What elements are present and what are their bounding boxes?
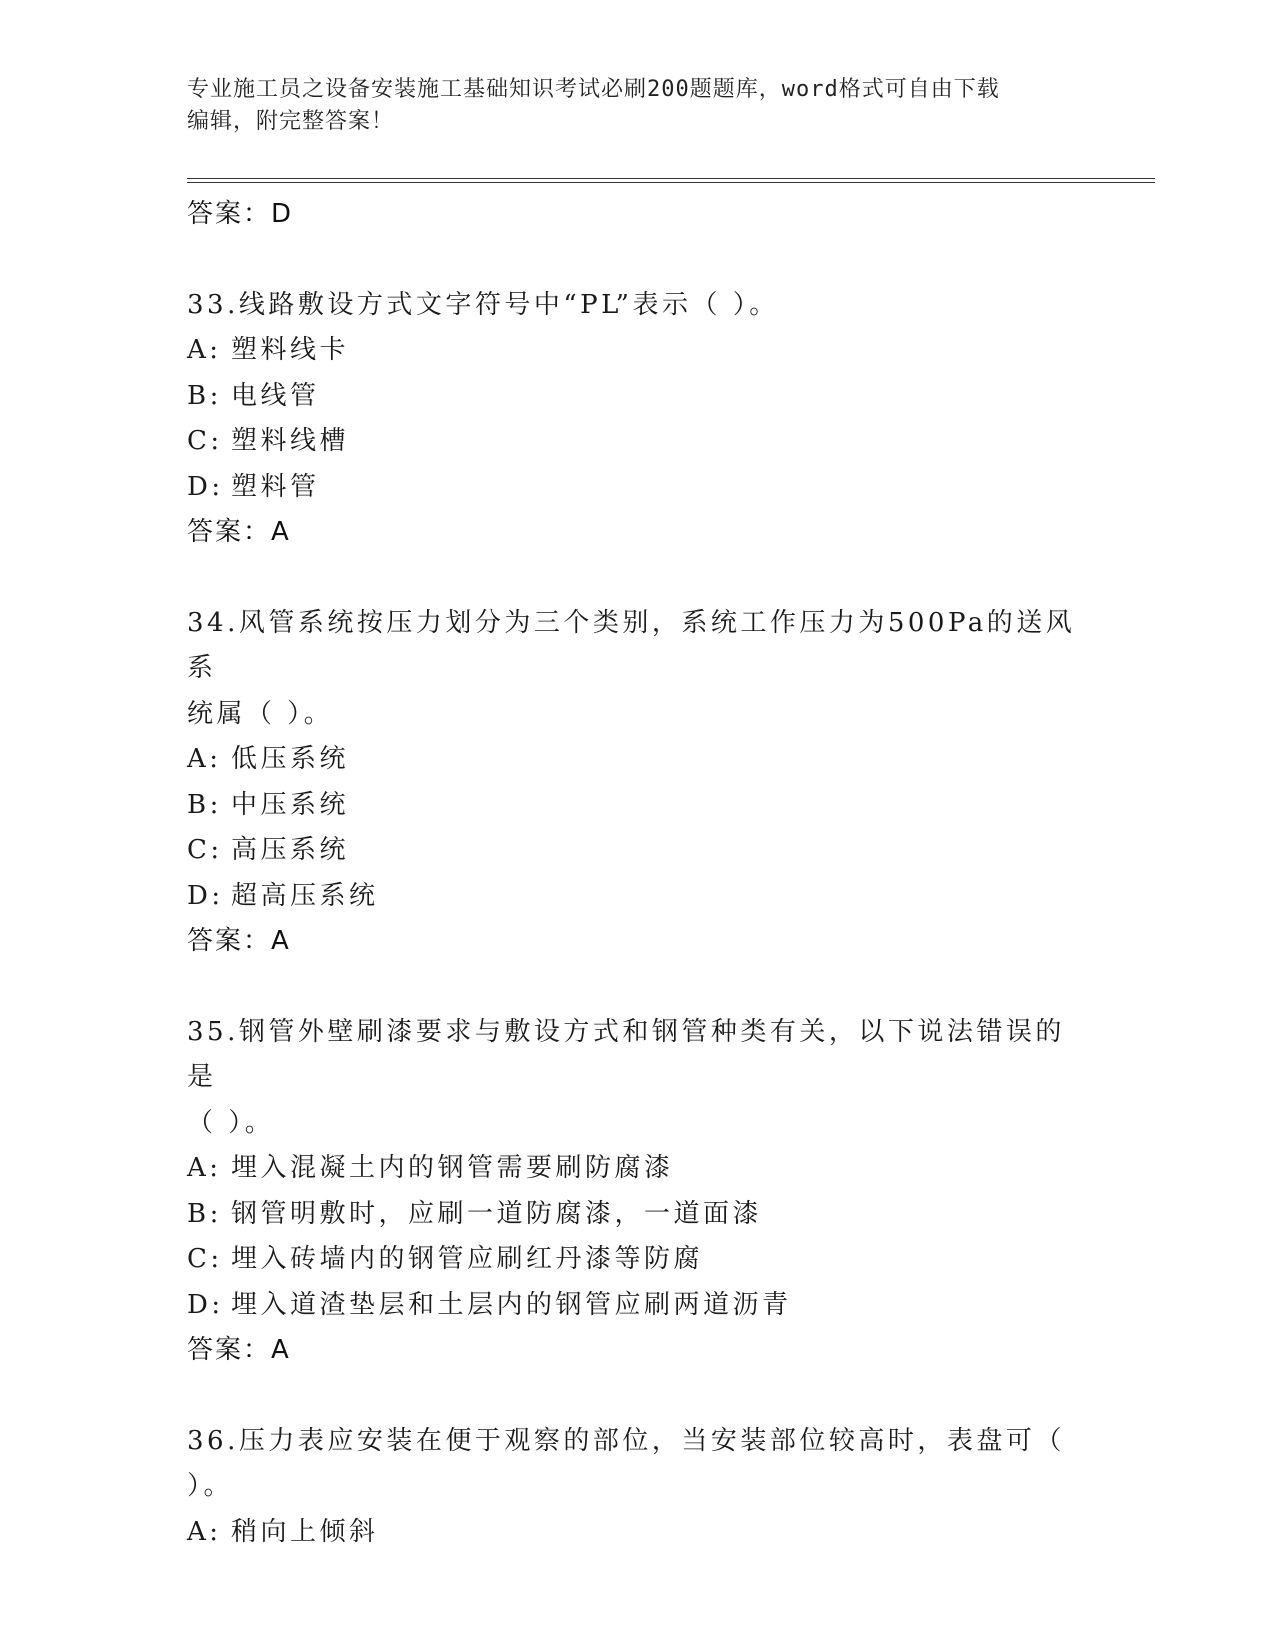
option-text: 塑料线卡 [231, 335, 350, 365]
document-page [187, 0, 1157, 1650]
question-list [187, 192, 1092, 1555]
option-letter: A: [187, 744, 222, 774]
document-header [187, 74, 1077, 138]
option-c [187, 1237, 1092, 1283]
header-title-line-2: 编辑，附完整答案！ [187, 109, 395, 134]
option-letter: D: [187, 1289, 224, 1320]
question-stem-line-1: 36.压力表应安装在便于观察的部位，当安装部位较高时，表盘可（ [187, 1425, 1065, 1456]
option-a [187, 328, 1092, 374]
option-text: 钢管明敷时，应刷一道防腐漆，一道面漆 [231, 1198, 763, 1229]
question-36 [187, 1419, 1092, 1556]
option-letter: A: [187, 1153, 222, 1183]
question-stem-line-1: 34.风管系统按压力划分为三个类别，系统工作压力为500Pa的送风系 [187, 607, 1076, 683]
option-text: 塑料管 [231, 471, 320, 502]
option-b [187, 783, 1092, 829]
option-letter: A: [187, 1516, 222, 1547]
option-text: 稍向上倾斜 [231, 1516, 379, 1547]
option-d [187, 1283, 1092, 1329]
option-text: 塑料线槽 [231, 426, 350, 456]
answer-line: 答案：A [187, 1335, 291, 1365]
previous-answer: 答案：D [187, 199, 294, 229]
option-text: 埋入混凝土内的钢管需要刷防腐漆 [231, 1153, 674, 1183]
option-letter: B: [187, 380, 222, 411]
question-stem: 33.线路敷设方式文字符号中“PL”表示（ ）。 [187, 289, 779, 320]
option-letter: C: [187, 1244, 223, 1274]
answer-line: 答案：A [187, 517, 291, 547]
option-a [187, 1146, 1092, 1192]
option-d [187, 874, 1092, 920]
question-stem-line-1: 35.钢管外壁刷漆要求与敷设方式和钢管种类有关，以下说法错误的是 [187, 1016, 1065, 1092]
option-letter: C: [187, 835, 223, 865]
question-stem-line-2: 统属（ ）。 [187, 698, 334, 729]
option-c [187, 828, 1092, 874]
answer-line: 答案：A [187, 926, 291, 956]
header-title-line-1: 专业施工员之设备安装施工基础知识考试必刷200题题库，word格式可自由下载 [187, 77, 1000, 102]
option-b [187, 1192, 1092, 1238]
option-a [187, 1510, 1092, 1556]
option-text: 埋入砖墙内的钢管应刷红丹漆等防腐 [231, 1244, 704, 1274]
option-text: 超高压系统 [231, 880, 379, 911]
header-double-rule [187, 178, 1155, 183]
question-33 [187, 283, 1092, 556]
option-a [187, 737, 1092, 783]
option-letter: D: [187, 880, 224, 911]
option-letter: C: [187, 426, 223, 456]
option-text: 埋入道渣垫层和土层内的钢管应刷两道沥青 [231, 1289, 792, 1320]
question-stem-line-2: （ ）。 [187, 1107, 275, 1138]
option-text: 中压系统 [231, 789, 350, 820]
question-34 [187, 601, 1092, 965]
option-letter: A: [187, 335, 222, 365]
option-text: 低压系统 [231, 744, 350, 774]
option-c [187, 419, 1092, 465]
question-stem-line-2: ）。 [187, 1471, 234, 1501]
question-35 [187, 1010, 1092, 1374]
option-letter: B: [187, 1198, 222, 1229]
option-text: 高压系统 [231, 835, 350, 865]
option-letter: B: [187, 789, 222, 820]
option-b [187, 374, 1092, 420]
option-letter: D: [187, 471, 224, 502]
option-d [187, 465, 1092, 511]
option-text: 电线管 [231, 380, 320, 411]
